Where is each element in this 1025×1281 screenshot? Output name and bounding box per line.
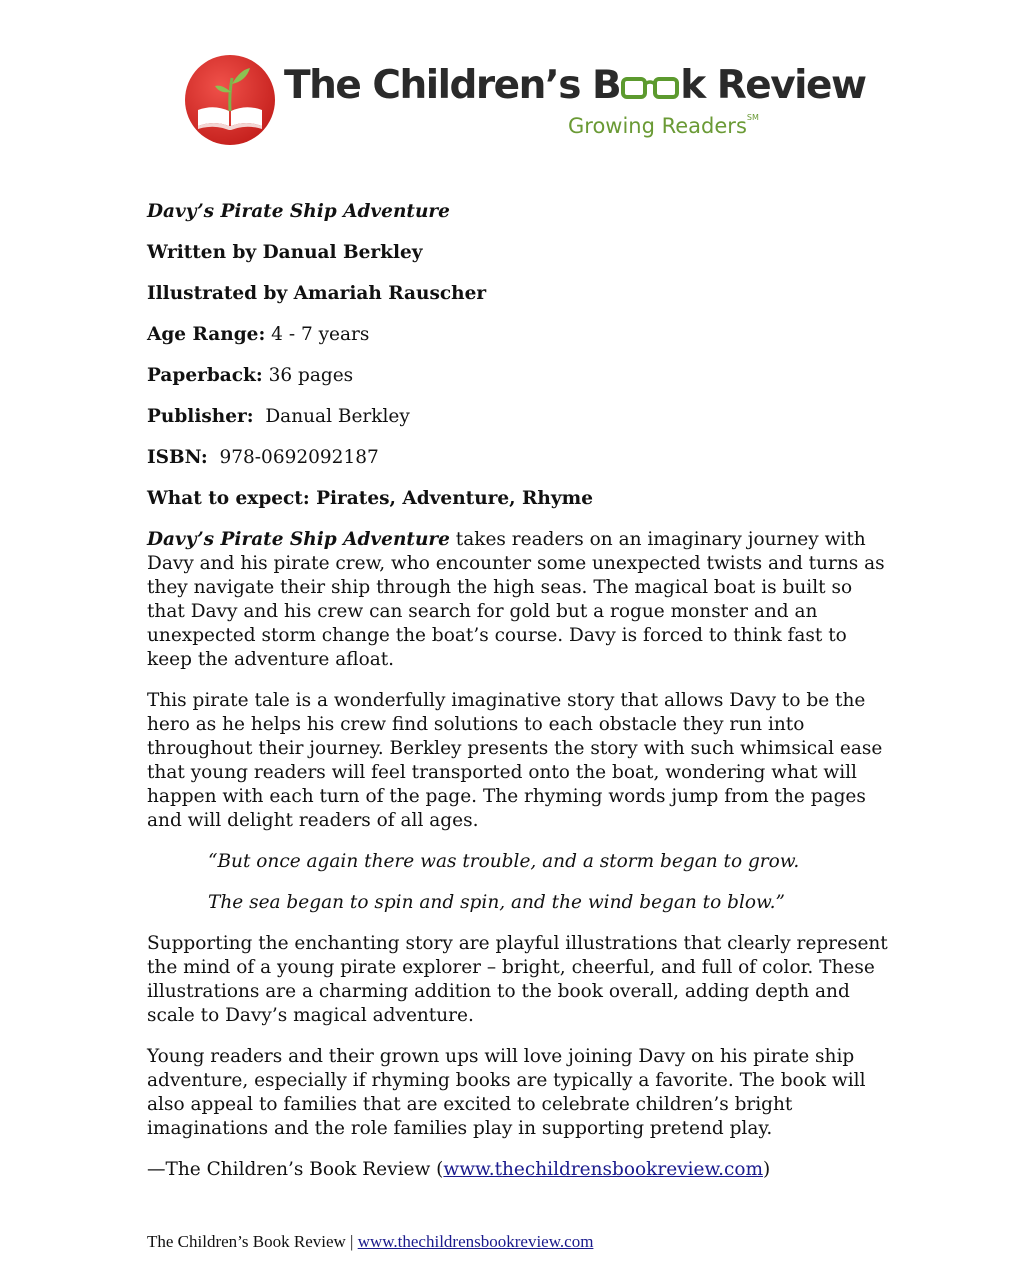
- age-range: [147, 323, 892, 347]
- review-content: [147, 200, 892, 1199]
- page-footer: [147, 1231, 593, 1253]
- publisher-value: Danual Berkley: [265, 406, 410, 427]
- logo-title: [284, 63, 866, 108]
- quote-line-1: “But once again there was trouble, and a storm began to grow.: [208, 851, 800, 872]
- age-range-label: Age Range:: [147, 324, 266, 345]
- logo-title-end: k Review: [680, 63, 866, 108]
- signature-text: —The Children’s Book Review (: [147, 1159, 444, 1180]
- publisher: [147, 405, 892, 429]
- paperback: [147, 364, 892, 388]
- review-paragraph-4: Young readers and their grown ups will love joining Davy on his pirate ship adventure, especially if rhyming books are typically a favorite. The book will also appeal to families that are excited to celebrate children’s bright imaginations and the role families play in supporting pretend play.: [147, 1046, 866, 1139]
- site-logo: [184, 52, 866, 148]
- paperback-value: 36 pages: [268, 365, 354, 386]
- glasses-icon: [621, 73, 679, 101]
- quote-line-2: The sea began to spin and spin, and the wind began to blow.”: [208, 892, 786, 913]
- footer-text: The Children’s Book Review |: [147, 1232, 358, 1251]
- paperback-label: Paperback:: [147, 365, 263, 386]
- service-mark: SM: [746, 113, 759, 122]
- author-line: Written by Danual Berkley: [147, 242, 423, 263]
- book-title: Davy’s Pirate Ship Adventure: [147, 201, 450, 222]
- review-signature: [147, 1158, 892, 1182]
- publisher-label: Publisher:: [147, 406, 254, 427]
- age-range-value: 4 - 7 years: [271, 324, 370, 345]
- review-paragraph-1: [147, 528, 892, 672]
- review-paragraph-3: Supporting the enchanting story are playful illustrations that clearly represent the mind of a young pirate explorer – bright, cheerful, and full of color. These illustrations are a charming addition to the book overall, adding depth and scale to Davy’s magical adventure.: [147, 933, 888, 1026]
- review-book-title: Davy’s Pirate Ship Adventure: [147, 529, 450, 550]
- review-paragraph-1-text: takes readers on an imaginary journey with Davy and his pirate crew, who encounter some unexpected twists and turns as they navigate their ship through the high seas. The magical boat is built so that Davy and his crew can search for gold but a rogue monster and an unexpected storm change the boat’s course. Davy is forced to think fast to keep the adventure afloat.: [147, 529, 885, 670]
- logo-title-start: The Children’s B: [284, 63, 621, 108]
- what-to-expect: What to expect: Pirates, Adventure, Rhyme: [147, 488, 593, 509]
- isbn: [147, 446, 892, 470]
- signature-website-link[interactable]: www.thechildrensbookreview.com: [443, 1159, 764, 1180]
- review-paragraph-2: This pirate tale is a wonderfully imaginative story that allows Davy to be the hero as he helps his crew find solutions to each obstacle they run into throughout their journey. Berkley presents the story with such whimsical ease that young readers will feel transported onto the boat, wondering what will happen with each turn of the page. The rhyming words jump from the pages and will delight readers of all ages.: [147, 690, 883, 831]
- isbn-label: ISBN:: [147, 447, 208, 468]
- logo-tagline: [568, 113, 759, 138]
- isbn-value: 978-0692092187: [219, 447, 379, 468]
- logo-tagline-text: Growing Readers: [568, 114, 747, 138]
- signature-close: ): [763, 1159, 771, 1180]
- book-sprout-logo-icon: [184, 54, 276, 146]
- footer-website-link[interactable]: www.thechildrensbookreview.com: [357, 1232, 594, 1251]
- illustrator-line: Illustrated by Amariah Rauscher: [147, 283, 487, 304]
